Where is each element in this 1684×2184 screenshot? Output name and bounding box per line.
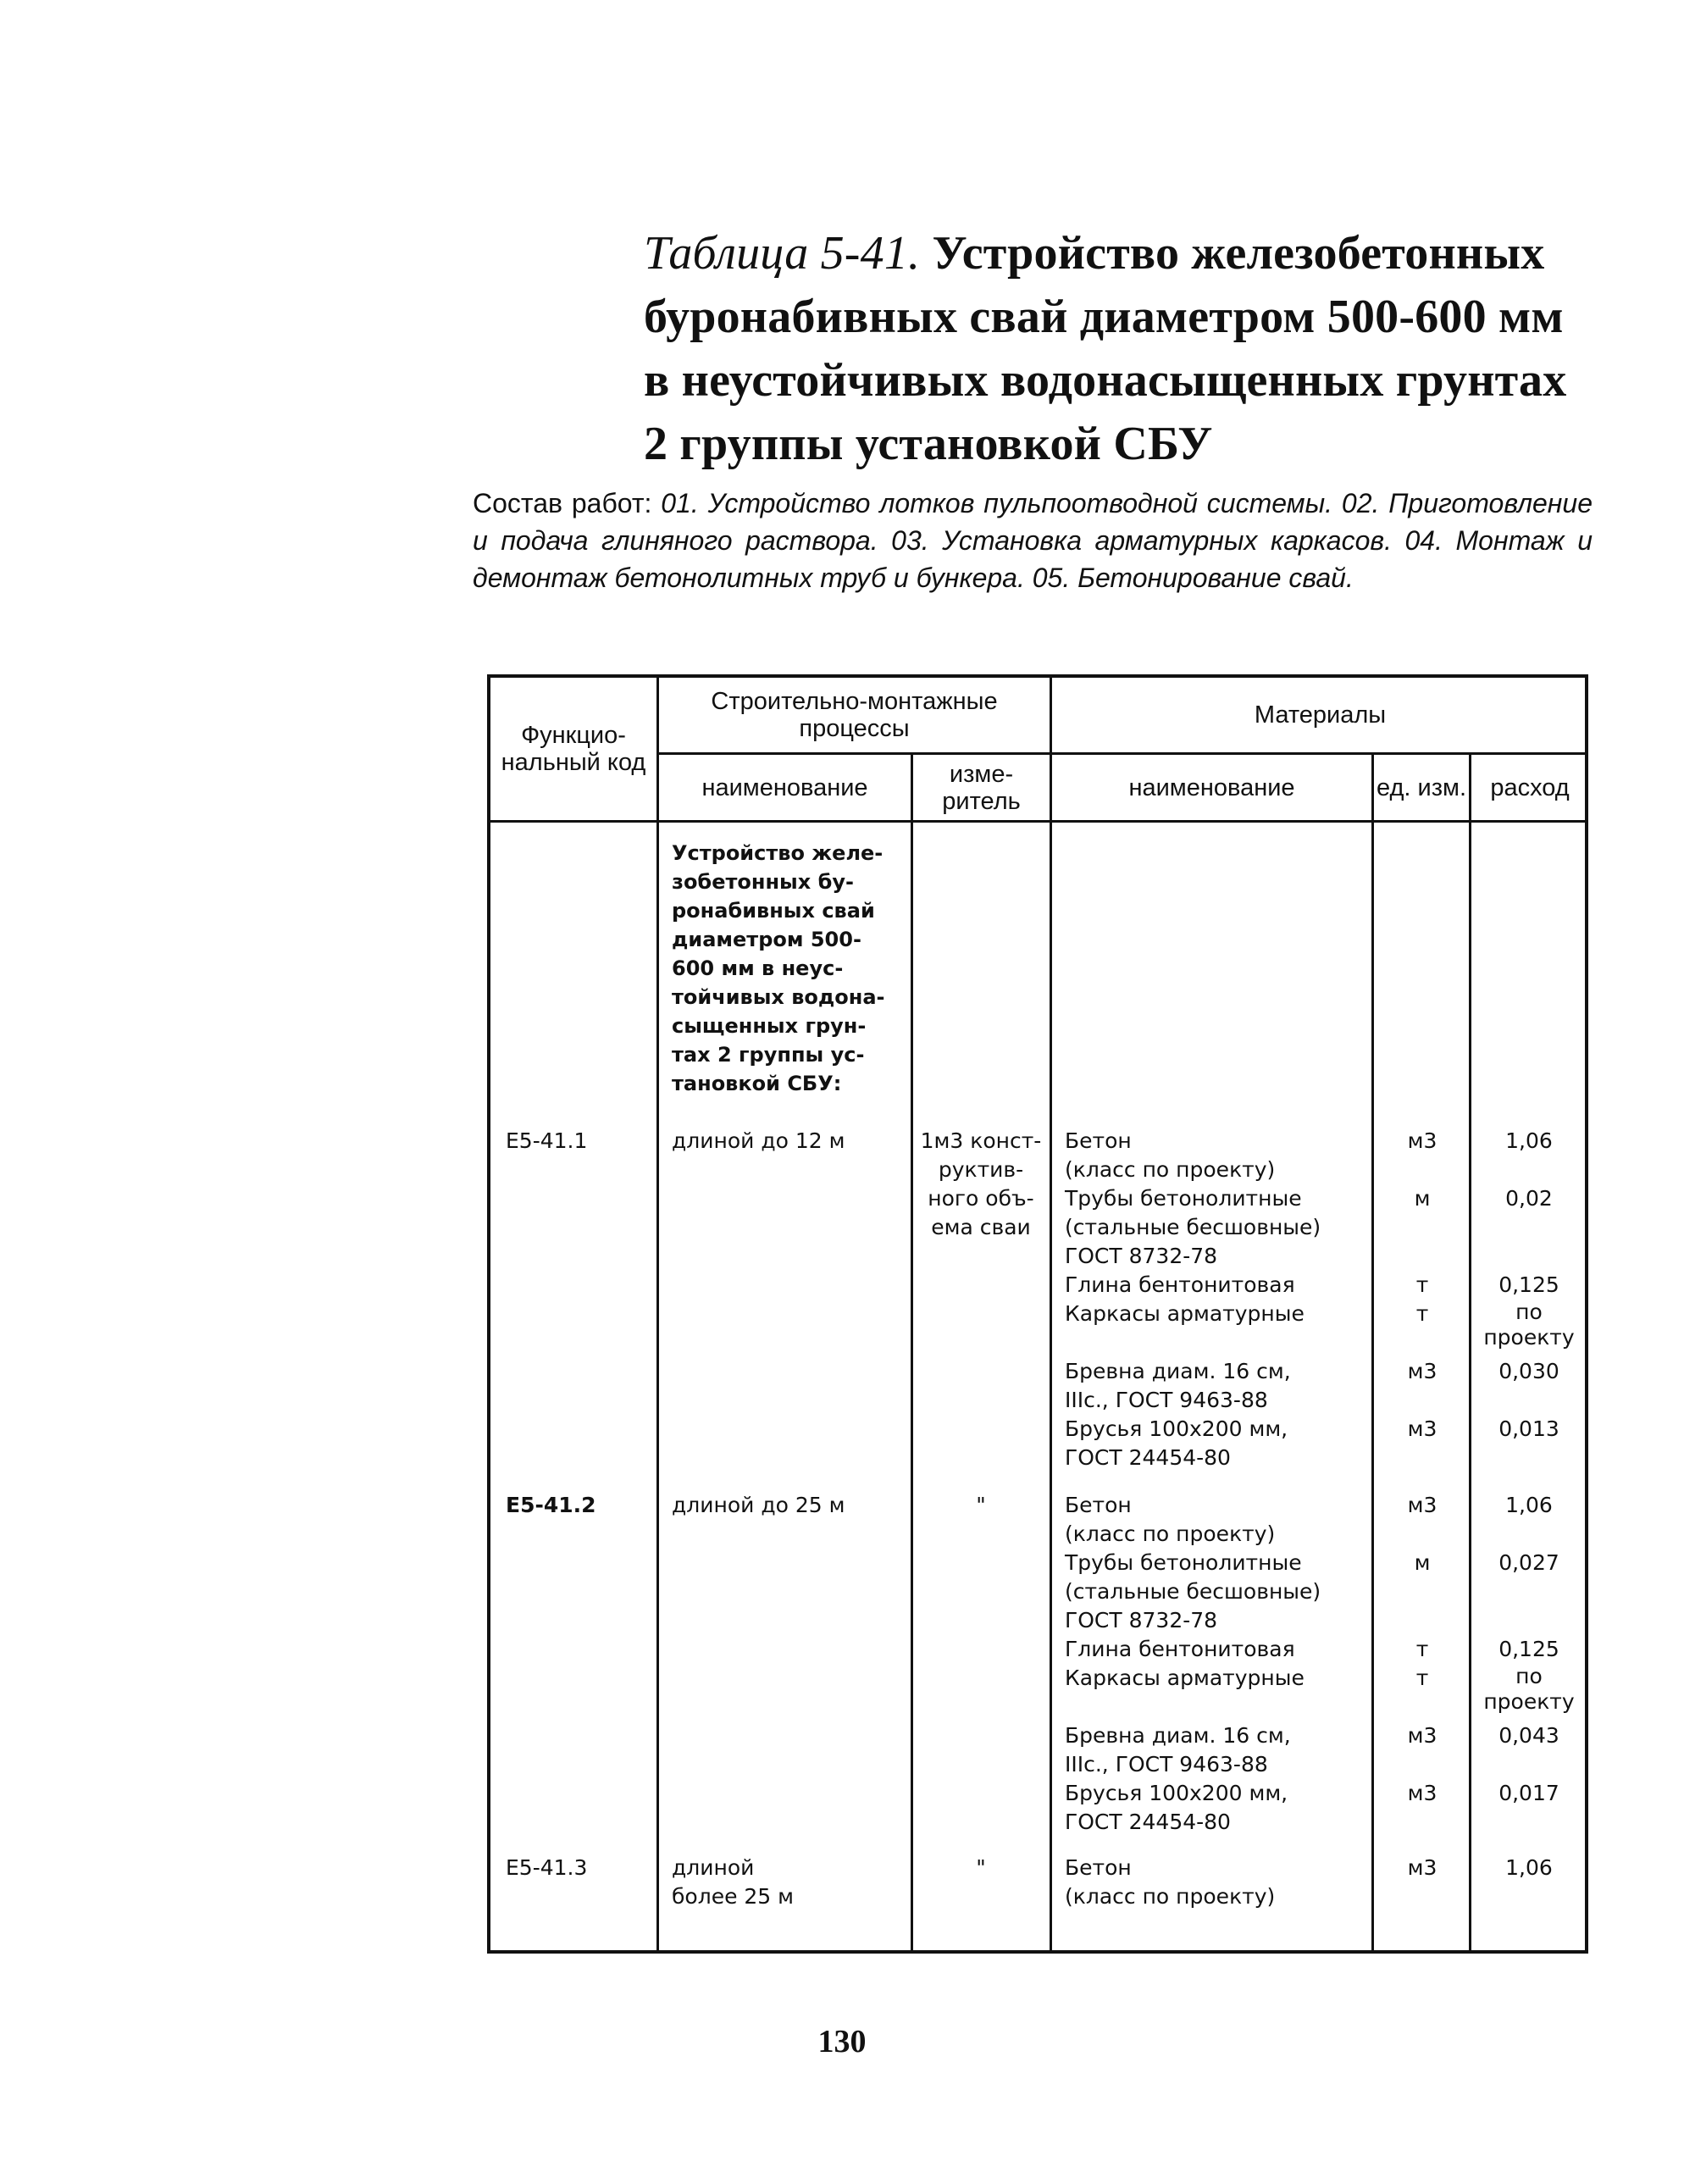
- material-consumption: 0,030: [1498, 1359, 1559, 1383]
- material-name: Бетон (класс по проекту): [1065, 1128, 1276, 1182]
- work-composition-label: Состав работ:: [473, 488, 662, 518]
- material-name: Каркасы арматурные: [1065, 1301, 1305, 1326]
- material-name: Глина бентонитовая: [1065, 1272, 1295, 1297]
- material-consumption: 0,027: [1498, 1550, 1559, 1575]
- col-divider: [911, 752, 913, 1950]
- material-name: Брусья 100х200 мм, ГОСТ 24454-80: [1065, 1781, 1288, 1834]
- material-name: Глина бентонитовая: [1065, 1637, 1295, 1661]
- material-consumption: 1,06: [1505, 1855, 1553, 1880]
- material-name: Бетон (класс по проекту): [1065, 1855, 1276, 1909]
- header-material-name: наименование: [1128, 773, 1295, 801]
- row-meter: ": [976, 1493, 986, 1517]
- table-title: [644, 222, 1593, 476]
- material-name: Бревна диам. 16 см, IIIс., ГОСТ 9463-88: [1065, 1359, 1291, 1412]
- col-divider: [1371, 752, 1374, 1950]
- material-consumption: 0,125: [1498, 1272, 1559, 1297]
- col-divider: [1469, 752, 1471, 1950]
- header-unit: ед. изм.: [1376, 773, 1467, 801]
- material-name: Трубы бетонолитные (стальные бесшовные) ГОСТ 8732-78: [1065, 1186, 1321, 1268]
- material-unit: м3: [1407, 1781, 1437, 1805]
- row-process-name: длиной до 12 м: [672, 1128, 845, 1153]
- material-unit: т: [1415, 1637, 1429, 1661]
- material-unit: т: [1415, 1272, 1429, 1297]
- material-unit: м3: [1407, 1416, 1437, 1441]
- material-name: Брусья 100х200 мм, ГОСТ 24454-80: [1065, 1416, 1288, 1470]
- section-title: Устройство желе- зобетонных бу- ронабивных свай диаметром 500- 600 мм в неус- тойчивых водона- сыщенных грун- тах 2 группы ус- тановкой СБУ:: [672, 841, 885, 1095]
- table-number: Таблица 5-41.: [644, 227, 921, 280]
- material-unit: м3: [1407, 1723, 1437, 1748]
- row-code: Е5-41.2: [506, 1493, 596, 1517]
- material-unit: т: [1415, 1666, 1429, 1690]
- material-consumption: по проекту: [1483, 1664, 1575, 1714]
- header-materials: Материалы: [1254, 701, 1387, 729]
- material-name: Бревна диам. 16 см, IIIс., ГОСТ 9463-88: [1065, 1723, 1291, 1777]
- norms-table: [487, 674, 1588, 1954]
- material-consumption: по проекту: [1483, 1300, 1575, 1350]
- row-meter: 1м3 конст- руктив- ного объ- ема сваи: [920, 1128, 1042, 1239]
- material-name: Каркасы арматурные: [1065, 1666, 1305, 1690]
- row-code: Е5-41.3: [506, 1855, 588, 1880]
- work-composition: [473, 485, 1593, 596]
- header-consumption: расход: [1490, 773, 1570, 801]
- material-unit: м: [1414, 1550, 1431, 1575]
- header-bottom-line: [490, 820, 1585, 823]
- material-consumption: 1,06: [1505, 1128, 1553, 1153]
- row-meter: ": [976, 1855, 986, 1880]
- page-number: 130: [817, 2024, 867, 2059]
- material-consumption: 0,013: [1498, 1416, 1559, 1441]
- col-divider: [1050, 678, 1052, 1950]
- material-consumption: 0,02: [1505, 1186, 1553, 1211]
- header-process-name: наименование: [701, 773, 868, 801]
- material-consumption: 0,125: [1498, 1637, 1559, 1661]
- table-title-text: Устройство железобетонных буронабивных свай диаметром 500-600 мм в неустойчивых водонасыщенных грунтах 2 группы установкой СБУ: [644, 227, 1567, 470]
- material-unit: м3: [1407, 1128, 1437, 1153]
- material-name: Бетон (класс по проекту): [1065, 1493, 1276, 1546]
- material-unit: м3: [1407, 1359, 1437, 1383]
- row-code: Е5-41.1: [506, 1128, 588, 1153]
- material-unit: т: [1415, 1301, 1429, 1326]
- material-unit: м3: [1407, 1493, 1437, 1517]
- material-unit: м3: [1407, 1855, 1437, 1880]
- material-consumption: 0,043: [1498, 1723, 1559, 1748]
- col-divider: [656, 678, 659, 1950]
- material-consumption: 0,017: [1498, 1781, 1559, 1805]
- material-unit: м: [1414, 1186, 1431, 1211]
- material-consumption: 1,06: [1505, 1493, 1553, 1517]
- material-name: Трубы бетонолитные (стальные бесшовные) ГОСТ 8732-78: [1065, 1550, 1321, 1632]
- work-composition-items: 01. Устройство лотков пульпоотводной системы. 02. Приготовление и подача глиняного раствора. 03. Установка арматурных каркасов. 04. Монтаж и демонтаж бетонолитных труб и бункера. 05. Бетонирование свай.: [473, 488, 1593, 593]
- header-code: Функцио-нальный код: [501, 722, 646, 776]
- header-meter: изме-ритель: [942, 760, 1021, 815]
- row-process-name: длиной более 25 м: [672, 1855, 795, 1909]
- row-process-name: длиной до 25 м: [672, 1493, 845, 1517]
- header-processes: Строительно-монтажные процессы: [711, 688, 998, 742]
